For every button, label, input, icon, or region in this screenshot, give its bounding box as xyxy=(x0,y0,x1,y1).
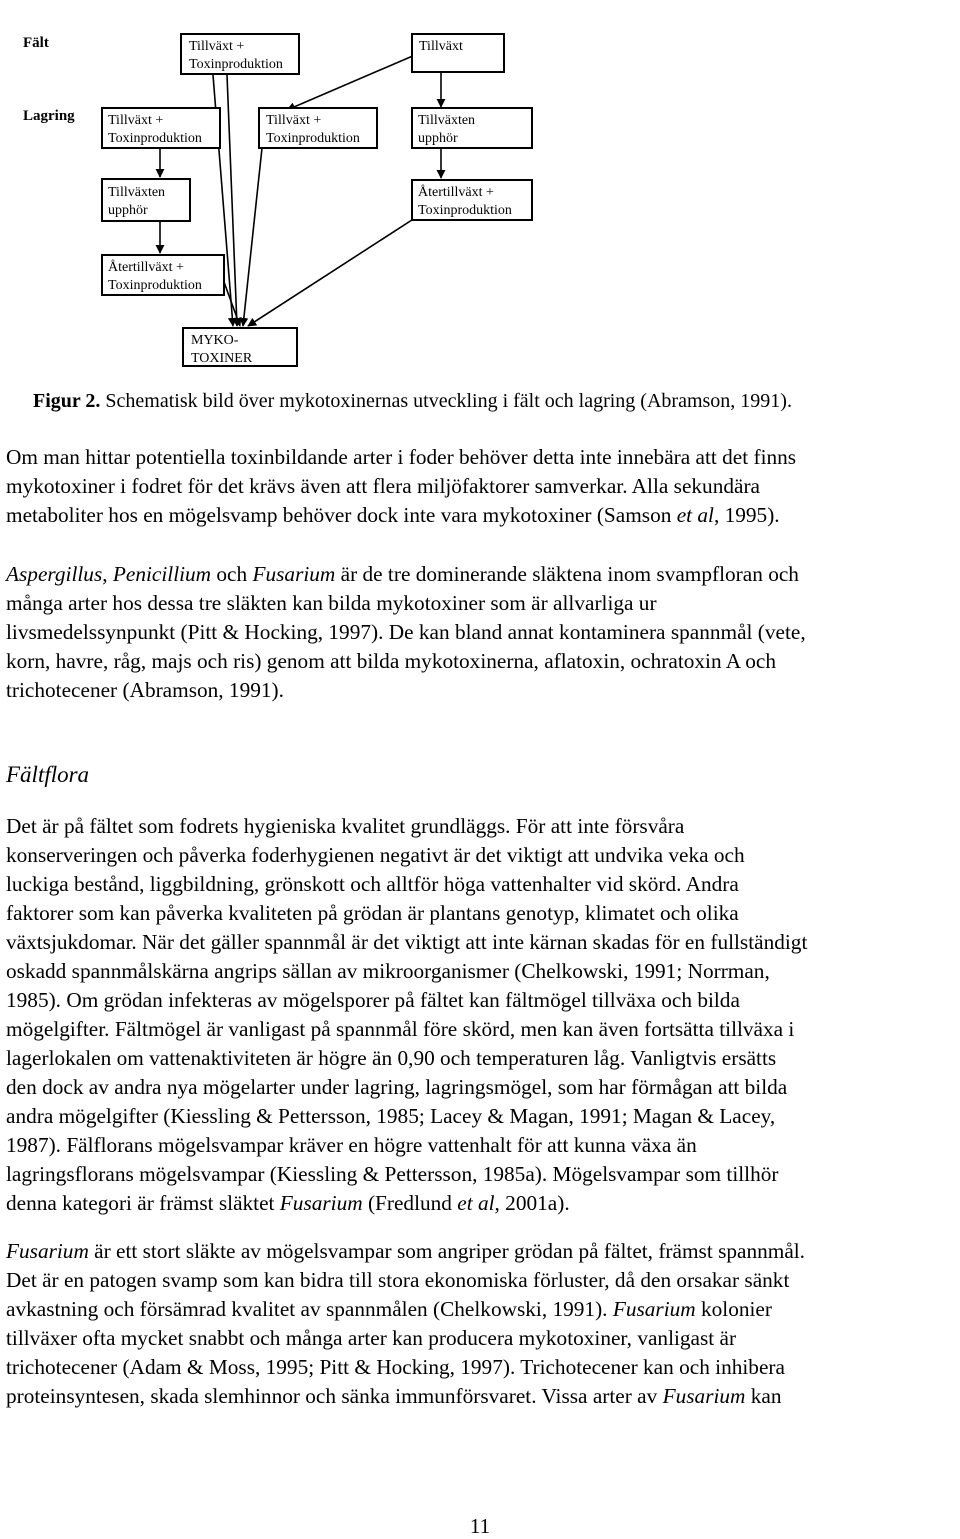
box-field-growth-toxin xyxy=(181,34,299,74)
text-line xyxy=(6,647,958,676)
italic-run: Fusarium xyxy=(6,1239,89,1263)
flow-diagram xyxy=(0,0,960,380)
text-run: lagerlokalen om vattenaktiviteten är högre än 0,90 och temperaturen låg. Vanligtvis ersätts xyxy=(6,1046,777,1070)
text-run: Om man hittar potentiella toxinbildande arter i foder behöver detta inte innebära att det finns xyxy=(6,445,797,469)
italic-run: et al xyxy=(676,503,714,527)
text-run: mykotoxiner i fodret för det krävs även att flera miljöfaktorer samverkar. Alla sekundära xyxy=(6,474,760,498)
box-line: Tillväxt xyxy=(419,39,463,54)
box-field-growth xyxy=(412,34,504,72)
text-run: kolonier xyxy=(695,1297,772,1321)
italic-run: et al xyxy=(457,1191,495,1215)
box-regrowth-toxin-left xyxy=(102,255,224,295)
text-run: Det är på fältet som fodrets hygieniska kvalitet grundläggs. För att inte försvåra xyxy=(6,814,685,838)
text-run: är ett stort släkte av mögelsvampar som angriper grödan på fältet, främst spannmål. xyxy=(88,1239,806,1263)
text-line xyxy=(6,560,958,589)
box-line: upphör xyxy=(108,203,148,218)
text-run: denna kategori är främst släktet xyxy=(6,1191,280,1215)
box-line: Tillväxten xyxy=(418,113,476,128)
box-line: Toxinproduktion xyxy=(266,131,360,146)
field-label: Fält xyxy=(23,35,49,51)
text-line xyxy=(6,899,958,928)
paragraph-2 xyxy=(6,560,958,705)
text-run: tillväxer ofta mycket snabbt och många arter kan producera mykotoxiner, vanligast är xyxy=(6,1326,737,1350)
box-storage-growth-toxin-left xyxy=(102,108,220,148)
text-line xyxy=(6,1295,958,1324)
box-line: Återtillväxt + xyxy=(418,185,494,200)
text-line xyxy=(6,676,958,705)
text-line xyxy=(6,589,958,618)
text-run: andra mögelgifter (Kiessling & Pettersson, 1985; Lacey & Magan, 1991; Magan & Lacey, xyxy=(6,1104,776,1128)
text-run: faktorer som kan påverka kvaliteten på grödan är plantans genotyp, klimatet och olika xyxy=(6,901,739,925)
figure-caption-text: Schematisk bild över mykotoxinernas utveckling i fält och lagring (Abramson, 1991). xyxy=(105,390,792,412)
text-run: avkastning och försämrad kvalitet av spannmålen (Chelkowski, 1991). xyxy=(6,1297,613,1321)
text-run: metaboliter hos en mögelsvamp behöver dock inte vara mykotoxiner (Samson xyxy=(6,503,677,527)
text-run: luckiga bestånd, liggbildning, grönskott och alltför höga vattenhalter vid skörd. Andra xyxy=(6,872,739,896)
section-heading: Fältflora xyxy=(6,762,90,787)
text-run: oskadd spannmålskärna angrips sällan av mikroorganismer (Chelkowski, 1991; Norrman, xyxy=(6,959,770,983)
box-storage-growth-toxin-middle xyxy=(259,108,377,148)
box-line: TOXINER xyxy=(191,351,253,366)
box-regrowth-toxin-right xyxy=(412,180,532,220)
box-line: MYKO- xyxy=(191,333,239,348)
text-line xyxy=(6,1015,958,1044)
box-line: Tillväxten xyxy=(108,185,166,200)
paragraph-4 xyxy=(6,1237,958,1411)
text-run: många arter hos dessa tre släkten kan bilda mykotoxiner som är allvarliga ur xyxy=(6,591,657,615)
text-line xyxy=(6,1324,958,1353)
text-run: , 2001a). xyxy=(494,1191,570,1215)
box-growth-stops-left xyxy=(102,179,190,221)
italic-run: Fusarium xyxy=(612,1297,696,1321)
text-line xyxy=(6,1073,958,1102)
box-line: Toxinproduktion xyxy=(108,278,202,293)
text-run: är de tre dominerande släktena inom svampfloran och xyxy=(335,562,799,586)
text-line xyxy=(6,472,958,501)
text-run: den dock av andra nya mögelarter under lagring, lagringsmögel, som har förmågan att bilda xyxy=(6,1075,788,1099)
box-line: Tillväxt + xyxy=(189,39,245,54)
text-run: korn, havre, råg, majs och ris) genom att bilda mykotoxinerna, aflatoxin, ochratoxin A och xyxy=(6,649,777,673)
italic-run: Fusarium xyxy=(662,1384,746,1408)
text-run: lagringsflorans mögelsvampar (Kiessling & Pettersson, 1985a). Mögelsvampar som tillhör xyxy=(6,1162,779,1186)
italic-run: Fusarium xyxy=(252,562,336,586)
text-run: kan xyxy=(745,1384,782,1408)
text-line xyxy=(6,618,958,647)
storage-label: Lagring xyxy=(23,108,75,124)
text-line xyxy=(6,1160,958,1189)
text-line xyxy=(6,1266,958,1295)
box-line: Tillväxt + xyxy=(266,113,322,128)
text-run: 1985). Om grödan infekteras av mögelsporer på fältet kan fältmögel tillväxa och bilda xyxy=(6,988,740,1012)
text-line xyxy=(6,841,958,870)
text-run: Det är en patogen svamp som kan bidra till stora ekonomiska förluster, då den orsakar sänkt xyxy=(6,1268,790,1292)
box-line: Tillväxt + xyxy=(108,113,164,128)
text-line xyxy=(6,928,958,957)
text-line xyxy=(6,1237,958,1266)
text-run: växtsjukdomar. När det gäller spannmål är det viktigt att inte kärnan skadas för en fullständigt xyxy=(6,930,808,954)
text-run: , xyxy=(102,562,113,586)
text-line xyxy=(6,1131,958,1160)
box-line: Toxinproduktion xyxy=(189,57,283,72)
text-run: trichotecener (Abramson, 1991). xyxy=(6,678,284,702)
text-line xyxy=(6,1382,958,1411)
text-line xyxy=(6,1189,958,1218)
page-number: 11 xyxy=(469,1514,491,1538)
text-line xyxy=(6,812,958,841)
figure-label: Figur 2. xyxy=(33,390,101,412)
text-line xyxy=(6,1044,958,1073)
text-run: , 1995). xyxy=(713,503,780,527)
text-line xyxy=(6,986,958,1015)
text-line xyxy=(6,1102,958,1131)
text-line xyxy=(6,501,958,530)
text-line xyxy=(6,957,958,986)
text-line xyxy=(6,870,958,899)
text-run: livsmedelssynpunkt (Pitt & Hocking, 1997). De kan bland annat kontaminera spannmål (vete, xyxy=(6,620,806,644)
box-mycotoxins xyxy=(183,328,297,366)
text-run: och xyxy=(211,562,253,586)
italic-run: Aspergillus xyxy=(6,562,103,586)
box-line: Toxinproduktion xyxy=(108,131,202,146)
text-run: mögelgifter. Fältmögel är vanligast på spannmål före skörd, men kan även fortsätta tillväxa i xyxy=(6,1017,795,1041)
box-storage-growth-stops-right xyxy=(412,108,532,148)
box-line: Toxinproduktion xyxy=(418,203,512,218)
text-line xyxy=(6,443,958,472)
box-line: upphör xyxy=(418,131,458,146)
text-run: trichotecener (Adam & Moss, 1995; Pitt & Hocking, 1997). Trichotecener kan och inhibera xyxy=(6,1355,785,1379)
italic-run: Penicillium xyxy=(112,562,212,586)
italic-run: Fusarium xyxy=(279,1191,363,1215)
text-run: proteinsyntesen, skada slemhinnor och sänka immunförsvaret. Vissa arter av xyxy=(6,1384,663,1408)
paragraph-3 xyxy=(6,812,958,1218)
box-line: Återtillväxt + xyxy=(108,260,184,275)
figure-caption xyxy=(33,388,933,414)
text-run: konserveringen och påverka foderhygienen negativt är det viktigt att undvika veka och xyxy=(6,843,745,867)
text-line xyxy=(6,1353,958,1382)
text-run: (Fredlund xyxy=(362,1191,458,1215)
text-run: 1987). Fälflorans mögelsvampar kräver en högre vattenhalt för att kunna växa än xyxy=(6,1133,697,1157)
paragraph-1 xyxy=(6,443,958,530)
